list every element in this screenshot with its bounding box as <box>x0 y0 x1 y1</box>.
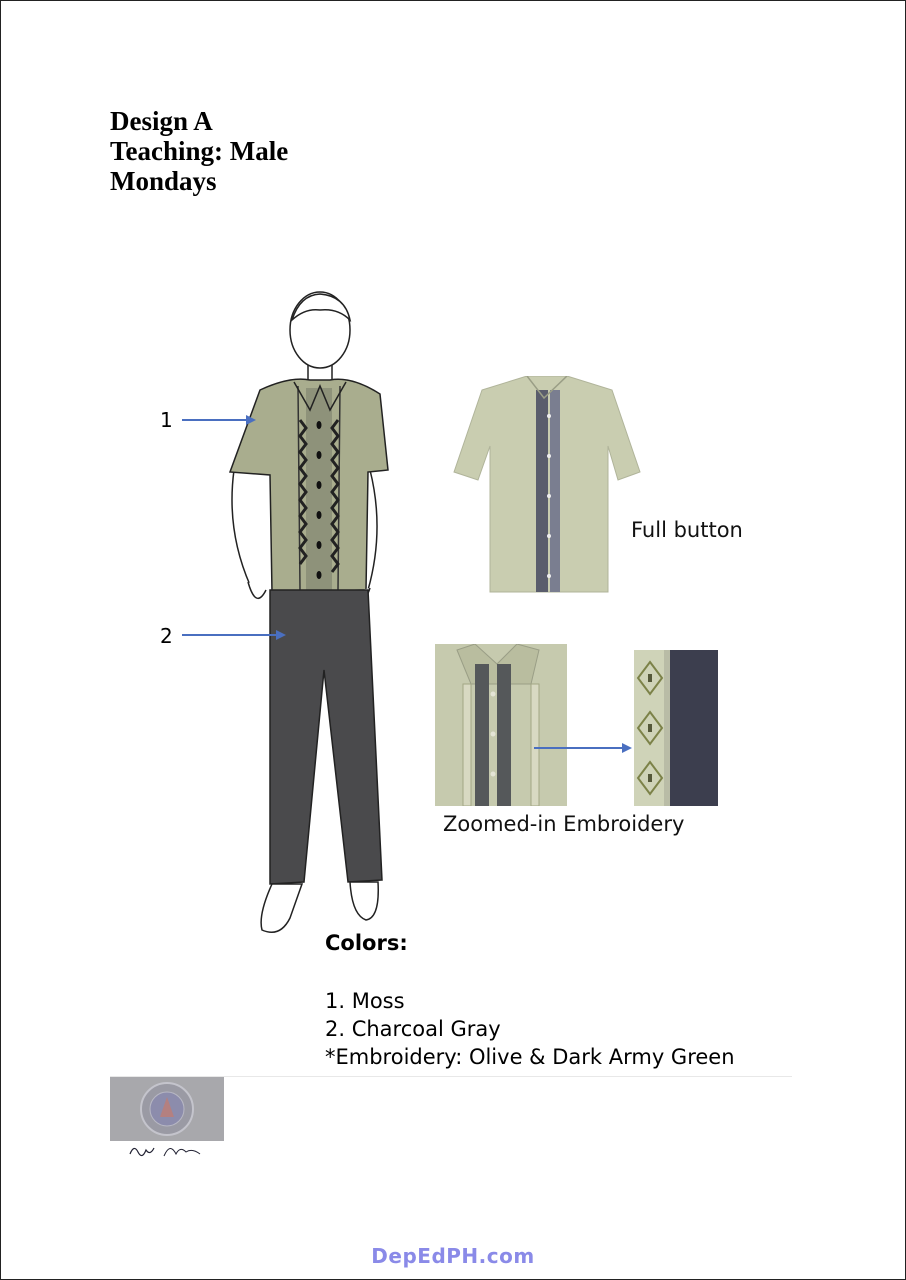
signatures <box>128 1140 208 1162</box>
deped-seal-logo <box>110 1077 224 1141</box>
watermark-text: DepEdPH.com <box>371 1244 535 1268</box>
uniform-figure-illustration <box>220 290 400 940</box>
title-design: Design A <box>110 106 213 136</box>
color-item-moss: 1. Moss <box>325 989 405 1013</box>
callout-arrow-1 <box>180 412 260 428</box>
page-title <box>110 106 288 196</box>
colors-heading: Colors: <box>325 931 408 955</box>
full-button-caption: Full button <box>631 518 743 542</box>
full-button-shirt-photo <box>452 376 642 596</box>
title-day: Mondays <box>110 166 217 196</box>
shirt-front-closeup-photo <box>435 644 567 806</box>
callout-arrow-2 <box>180 627 290 643</box>
color-item-charcoal: 2. Charcoal Gray <box>325 1017 501 1041</box>
zoom-arrow <box>532 740 636 756</box>
zoomed-embroidery-caption: Zoomed-in Embroidery <box>443 812 685 836</box>
callout-2: 2 <box>160 624 173 648</box>
embroidery-closeup-photo <box>634 650 718 806</box>
callout-1: 1 <box>160 408 173 432</box>
title-category: Teaching: Male <box>110 136 289 166</box>
color-item-embroidery: *Embroidery: Olive & Dark Army Green <box>325 1045 735 1069</box>
colors-list <box>325 987 735 1071</box>
